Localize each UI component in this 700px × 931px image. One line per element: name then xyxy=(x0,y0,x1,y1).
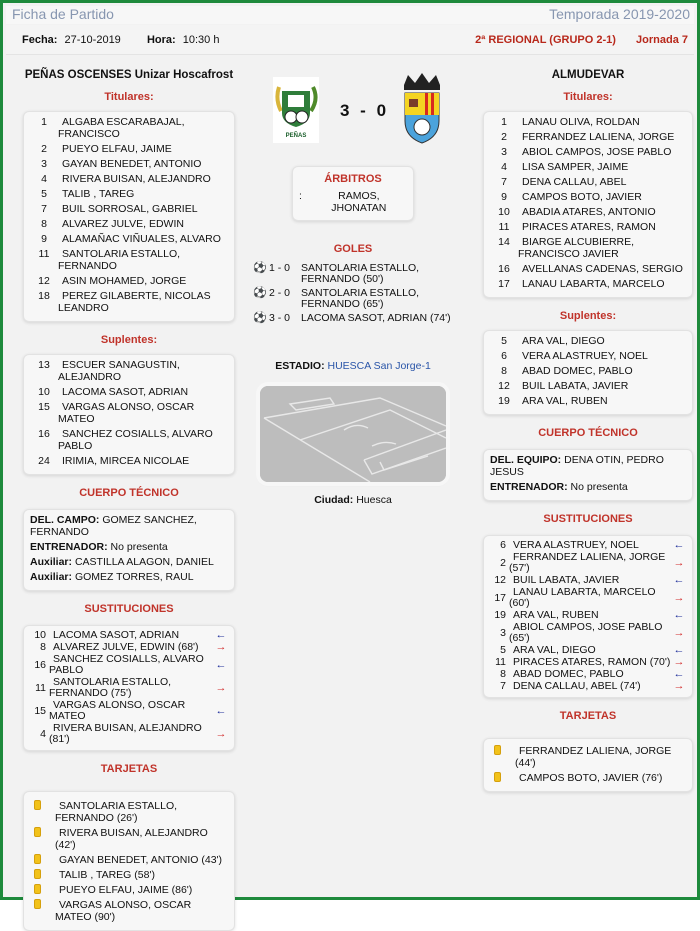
carded-player-name[interactable]: CAMPOS BOTO, JAVIER (76') xyxy=(519,772,663,784)
sub-player-name[interactable]: SANCHEZ COSIALLS, ALVARO PABLO xyxy=(49,653,204,676)
season-label: Temporada 2019-2020 xyxy=(549,6,690,22)
player-number: 4 xyxy=(41,173,47,185)
home-cards-card xyxy=(23,791,235,931)
match-center-column xyxy=(251,63,455,506)
yellow-card-icon xyxy=(34,800,41,810)
card-row[interactable] xyxy=(490,745,686,769)
card-row[interactable] xyxy=(30,800,228,824)
staff-name: No presenta xyxy=(570,481,628,493)
staff-name: DENA OTIN, PEDRO JESUS xyxy=(490,454,664,478)
player-name[interactable]: BUIL LABATA, JAVIER xyxy=(522,380,629,392)
away-team-name[interactable]: ALMUDEVAR xyxy=(551,69,625,81)
home-staff-title: CUERPO TÉCNICO xyxy=(79,487,179,499)
staff-name: GOMEZ SANCHEZ, FERNANDO xyxy=(30,514,197,538)
player-name[interactable]: GAYAN BENEDET, ANTONIO xyxy=(62,158,202,170)
player-row[interactable] xyxy=(30,116,228,140)
player-number: 2 xyxy=(501,131,507,143)
player-name[interactable]: ABADIA ATARES, ANTONIO xyxy=(522,206,656,218)
player-row[interactable] xyxy=(30,143,228,155)
staff-row xyxy=(30,514,228,538)
home-subs-card xyxy=(23,625,235,751)
player-row[interactable] xyxy=(490,263,686,275)
city-label: Ciudad: xyxy=(314,494,354,506)
sub-number: 2 xyxy=(500,556,506,569)
player-row[interactable] xyxy=(30,428,228,452)
yellow-card-icon xyxy=(34,899,41,909)
sub-player-name[interactable]: BUIL LABATA, JAVIER xyxy=(513,574,620,586)
matchday-label[interactable]: Jornada 7 xyxy=(636,34,688,46)
sub-out-arrow-icon: → xyxy=(215,641,227,653)
player-name[interactable]: ARA VAL, RUBEN xyxy=(522,395,608,407)
sub-player-name[interactable]: LANAU LABARTA, MARCELO (60') xyxy=(509,586,656,609)
goals-list xyxy=(251,263,455,324)
player-number: 24 xyxy=(38,455,50,467)
sub-number: 8 xyxy=(500,668,506,680)
sub-in-arrow-icon: ← xyxy=(673,668,685,680)
sub-player-name[interactable]: VERA ALASTRUEY, NOEL xyxy=(513,539,639,551)
sub-in-arrow-icon: ← xyxy=(673,574,685,586)
goals-title: GOLES xyxy=(333,243,373,255)
stadium-label: ESTADIO: xyxy=(275,360,325,372)
player-number: 11 xyxy=(38,248,50,260)
carded-player-name[interactable]: VARGAS ALONSO, OSCAR MATEO (90') xyxy=(55,899,192,923)
substitution-row[interactable] xyxy=(490,540,686,551)
svg-text:PEÑAS: PEÑAS xyxy=(285,133,307,139)
sub-out-arrow-icon: → xyxy=(673,626,685,639)
player-name[interactable]: PIRACES ATARES, RAMON xyxy=(522,221,656,233)
player-row[interactable] xyxy=(490,365,686,377)
home-cards-list xyxy=(30,800,228,923)
player-row[interactable] xyxy=(490,335,686,347)
page-title: Ficha de Partido xyxy=(12,6,114,22)
away-cards-title: TARJETAS xyxy=(559,710,617,722)
player-row[interactable] xyxy=(490,206,686,218)
card-row[interactable] xyxy=(30,899,228,923)
home-suplentes-card xyxy=(23,354,235,475)
player-name[interactable]: ABAD DOMEC, PABLO xyxy=(522,365,633,377)
carded-player-name[interactable]: GAYAN BENEDET, ANTONIO (43') xyxy=(59,854,223,866)
away-titulares-card xyxy=(483,111,693,298)
score-home: 3 xyxy=(339,101,350,120)
player-row[interactable] xyxy=(30,203,228,215)
referees-title: ÁRBITROS xyxy=(324,173,382,185)
player-row[interactable] xyxy=(490,116,686,128)
sub-out-arrow-icon: → xyxy=(673,556,685,569)
player-name[interactable]: SANCHEZ COSIALLS, ALVARO PABLO xyxy=(58,428,213,452)
sub-player-name[interactable]: VARGAS ALONSO, OSCAR MATEO xyxy=(49,699,186,722)
player-name[interactable]: ESCUER SANAGUSTIN, ALEJANDRO xyxy=(58,359,180,383)
player-name[interactable]: FERRANDEZ LALIENA, JORGE xyxy=(522,131,675,143)
player-row[interactable] xyxy=(490,380,686,392)
substitution-row[interactable] xyxy=(490,610,686,621)
soccer-ball-icon: ⚽ xyxy=(253,262,267,274)
referee-name: RAMOS, JHONATAN xyxy=(331,190,387,214)
staff-row xyxy=(490,481,686,493)
competition-info xyxy=(475,34,688,46)
staff-name: GOMEZ TORRES, RAUL xyxy=(74,571,194,583)
away-staff-card xyxy=(483,449,693,501)
sub-player-name[interactable]: DENA CALLAU, ABEL (74') xyxy=(513,680,641,692)
player-number: 1 xyxy=(41,116,47,128)
sub-number: 17 xyxy=(494,591,506,604)
staff-row xyxy=(30,571,228,583)
player-number: 15 xyxy=(38,401,50,413)
soccer-ball-icon: ⚽ xyxy=(253,287,267,299)
sub-out-arrow-icon: → xyxy=(215,727,227,740)
player-number: 3 xyxy=(501,146,507,158)
player-name[interactable]: SANTOLARIA ESTALLO, FERNANDO xyxy=(58,248,181,272)
sub-number: 11 xyxy=(495,656,506,668)
card-row[interactable] xyxy=(30,869,228,881)
referee-prefix: : xyxy=(299,190,302,202)
player-number: 8 xyxy=(501,365,507,377)
player-number: 12 xyxy=(38,275,50,287)
sub-number: 4 xyxy=(40,727,46,740)
goals-section xyxy=(251,243,455,324)
card-row[interactable] xyxy=(30,827,228,851)
player-row[interactable] xyxy=(490,176,686,188)
match-info-bar xyxy=(6,25,694,55)
goal-row[interactable] xyxy=(251,263,455,285)
player-number: 14 xyxy=(498,236,510,248)
substitution-row[interactable] xyxy=(30,700,228,722)
sub-number: 10 xyxy=(34,629,46,641)
yellow-card-icon xyxy=(34,869,41,879)
player-row[interactable] xyxy=(30,248,228,272)
sub-out-arrow-icon: → xyxy=(215,681,227,694)
player-row[interactable] xyxy=(490,161,686,173)
player-row[interactable] xyxy=(490,395,686,407)
staff-role: ENTRENADOR: xyxy=(490,481,568,493)
player-number: 7 xyxy=(501,176,507,188)
home-titulares-list xyxy=(30,116,228,314)
away-titulares-list xyxy=(490,116,686,290)
sub-number: 7 xyxy=(500,680,506,692)
player-row[interactable] xyxy=(30,233,228,245)
scoreline xyxy=(251,63,455,148)
sub-player-name[interactable]: FERRANDEZ LALIENA, JORGE (57') xyxy=(509,551,666,574)
sub-player-name[interactable]: LACOMA SASOT, ADRIAN xyxy=(53,629,180,641)
player-name[interactable]: VARGAS ALONSO, OSCAR MATEO xyxy=(58,401,195,425)
sub-in-arrow-icon: ← xyxy=(215,658,227,671)
time-label: Hora: xyxy=(146,34,176,46)
player-number: 5 xyxy=(501,335,507,347)
player-name[interactable]: BUIL SORROSAL, GABRIEL xyxy=(62,203,198,215)
home-titulares-card xyxy=(23,111,235,322)
player-row[interactable] xyxy=(30,386,228,398)
player-name[interactable]: PEREZ GILABERTE, NICOLAS LEANDRO xyxy=(58,290,211,314)
player-row[interactable] xyxy=(30,455,228,467)
staff-role: DEL. CAMPO: xyxy=(30,514,100,526)
player-number: 19 xyxy=(498,395,510,407)
referee-row xyxy=(299,190,407,214)
player-number: 9 xyxy=(501,191,507,203)
player-number: 6 xyxy=(501,350,507,362)
player-name[interactable]: AVELLANAS CADENAS, SERGIO xyxy=(522,263,683,275)
player-number: 4 xyxy=(501,161,507,173)
home-suplentes-title: Suplentes: xyxy=(100,334,158,346)
staff-role: Auxiliar: xyxy=(30,571,73,583)
home-cards-title: TARJETAS xyxy=(100,763,158,775)
home-suplentes-list xyxy=(30,359,228,467)
away-staff-title: CUERPO TÉCNICO xyxy=(538,427,638,439)
staff-name: No presenta xyxy=(110,541,168,553)
staff-row xyxy=(30,541,228,553)
player-name[interactable]: LACOMA SASOT, ADRIAN xyxy=(62,386,189,398)
staff-role: DEL. EQUIPO: xyxy=(490,454,562,466)
yellow-card-icon xyxy=(34,827,41,837)
home-titulares-title: Titulares: xyxy=(104,91,154,103)
player-name[interactable]: PUEYO ELFAU, JAIME xyxy=(62,143,172,155)
substitution-row[interactable] xyxy=(490,622,686,644)
carded-player-name[interactable]: TALIB , TAREG (58') xyxy=(59,869,155,881)
player-number: 9 xyxy=(41,233,47,245)
card-row[interactable] xyxy=(30,884,228,896)
sub-in-arrow-icon: ← xyxy=(673,539,685,551)
player-row[interactable] xyxy=(490,191,686,203)
sub-out-arrow-icon: → xyxy=(673,656,685,668)
carded-player-name[interactable]: RIVERA BUISAN, ALEJANDRO (42') xyxy=(55,827,208,851)
staff-row xyxy=(30,556,228,568)
away-suplentes-list xyxy=(490,335,686,407)
sub-in-arrow-icon: ← xyxy=(673,609,685,621)
away-suplentes-title: Suplentes: xyxy=(559,310,617,322)
sub-player-name[interactable]: ARA VAL, DIEGO xyxy=(513,644,596,656)
staff-row xyxy=(490,454,686,478)
player-number: 10 xyxy=(498,206,510,218)
card-row[interactable] xyxy=(490,772,686,784)
home-subs-title: SUSTITUCIONES xyxy=(84,603,174,615)
substitution-row[interactable] xyxy=(490,645,686,656)
player-row[interactable] xyxy=(490,278,686,290)
home-team-column xyxy=(23,63,235,931)
player-name[interactable]: ALAMAÑAC VIÑUALES, ALVARO xyxy=(62,233,221,245)
carded-player-name[interactable]: SANTOLARIA ESTALLO, FERNANDO (26') xyxy=(55,800,178,824)
home-team-logo[interactable] xyxy=(273,77,319,143)
substitution-row[interactable] xyxy=(490,669,686,680)
substitution-row[interactable] xyxy=(490,552,686,574)
player-name[interactable]: DENA CALLAU, ABEL xyxy=(522,176,627,188)
substitution-row[interactable] xyxy=(30,642,228,653)
sub-player-name[interactable]: SANTOLARIA ESTALLO, FERNANDO (75') xyxy=(49,676,172,699)
substitution-row[interactable] xyxy=(30,654,228,676)
away-cards-list xyxy=(490,745,686,784)
player-name[interactable]: ASIN MOHAMED, JORGE xyxy=(62,275,187,287)
goal-score: 1 - 0 xyxy=(269,262,291,274)
stadium-row xyxy=(251,360,455,372)
goal-score: 3 - 0 xyxy=(269,312,291,324)
away-team-logo[interactable] xyxy=(398,71,446,147)
home-staff-card xyxy=(23,509,235,591)
away-titulares-title: Titulares: xyxy=(563,91,613,103)
player-name[interactable]: ARA VAL, DIEGO xyxy=(522,335,605,347)
sub-player-name[interactable]: ARA VAL, RUBEN xyxy=(513,609,599,621)
date-label: Fecha: xyxy=(22,34,58,46)
player-number: 1 xyxy=(501,116,507,128)
player-row[interactable] xyxy=(30,173,228,185)
stadium-link[interactable]: HUESCA San Jorge-1 xyxy=(327,360,431,372)
player-number: 17 xyxy=(498,278,510,290)
sub-in-arrow-icon: ← xyxy=(673,644,685,656)
soccer-ball-icon: ⚽ xyxy=(253,312,267,324)
player-name[interactable]: CAMPOS BOTO, JAVIER xyxy=(522,191,642,203)
sub-number: 15 xyxy=(34,704,46,717)
staff-role: Auxiliar: xyxy=(30,556,73,568)
player-name[interactable]: LANAU LABARTA, MARCELO xyxy=(522,278,665,290)
player-row[interactable] xyxy=(490,146,686,158)
score-away: 0 xyxy=(376,101,387,120)
player-name[interactable]: IRIMIA, MIRCEA NICOLAE xyxy=(62,455,190,467)
player-name[interactable]: LISA SAMPER, JAIME xyxy=(522,161,629,173)
substitution-row[interactable] xyxy=(490,587,686,609)
player-row[interactable] xyxy=(490,131,686,143)
player-name[interactable]: ABIOL CAMPOS, JOSE PABLO xyxy=(522,146,672,158)
player-name[interactable]: ALVAREZ JULVE, EDWIN xyxy=(62,218,184,230)
away-subs-card xyxy=(483,535,693,698)
sub-number: 8 xyxy=(40,641,46,653)
player-number: 10 xyxy=(38,386,50,398)
substitution-row[interactable] xyxy=(30,630,228,641)
player-row[interactable] xyxy=(30,359,228,383)
sub-player-name[interactable]: ALVAREZ JULVE, EDWIN (68') xyxy=(53,641,199,653)
goal-scorer[interactable]: SANTOLARIA ESTALLO, FERNANDO (65') xyxy=(301,287,420,310)
player-row[interactable] xyxy=(30,158,228,170)
card-row[interactable] xyxy=(30,854,228,866)
substitution-row[interactable] xyxy=(490,681,686,692)
date-value: 27-10-2019 xyxy=(64,34,121,46)
sub-player-name[interactable]: ABIOL CAMPOS, JOSE PABLO (65') xyxy=(509,621,663,644)
player-row[interactable] xyxy=(490,221,686,233)
sub-in-arrow-icon: ← xyxy=(215,629,227,641)
away-suplentes-card xyxy=(483,330,693,415)
player-row[interactable] xyxy=(30,218,228,230)
substitution-row[interactable] xyxy=(490,575,686,586)
sub-out-arrow-icon: → xyxy=(673,591,685,604)
player-name[interactable]: BIARGE ALCUBIERRE, FRANCISCO JAVIER xyxy=(518,236,635,260)
referees-card xyxy=(292,166,414,221)
player-row[interactable] xyxy=(490,350,686,362)
player-row[interactable] xyxy=(30,188,228,200)
player-number: 3 xyxy=(41,158,47,170)
sub-number: 3 xyxy=(500,626,506,639)
sub-number: 11 xyxy=(35,681,46,694)
goal-scorer[interactable]: LACOMA SASOT, ADRIAN (74') xyxy=(301,312,451,324)
player-name[interactable]: VERA ALASTRUEY, NOEL xyxy=(522,350,648,362)
sub-player-name[interactable]: ABAD DOMEC, PABLO xyxy=(513,668,624,680)
player-number: 13 xyxy=(38,359,50,371)
time-value: 10:30 h xyxy=(182,34,220,46)
sub-number: 5 xyxy=(500,644,506,656)
stadium-image xyxy=(260,386,446,482)
substitution-row[interactable] xyxy=(30,723,228,745)
carded-player-name[interactable]: PUEYO ELFAU, JAIME (86') xyxy=(59,884,193,896)
player-row[interactable] xyxy=(490,236,686,260)
player-number: 7 xyxy=(41,203,47,215)
match-datetime xyxy=(22,34,219,46)
player-number: 2 xyxy=(41,143,47,155)
sub-number: 19 xyxy=(494,609,506,621)
sub-number: 16 xyxy=(34,658,46,671)
player-number: 5 xyxy=(41,188,47,200)
sub-number: 6 xyxy=(500,539,506,551)
yellow-card-icon xyxy=(494,745,501,755)
competition-label[interactable]: 2ª REGIONAL (GRUPO 2-1) xyxy=(475,34,616,46)
yellow-card-icon xyxy=(34,854,41,864)
sub-in-arrow-icon: ← xyxy=(215,704,227,717)
player-number: 12 xyxy=(498,380,510,392)
player-row[interactable] xyxy=(30,275,228,287)
player-number: 16 xyxy=(38,428,50,440)
goal-row[interactable] xyxy=(251,288,455,310)
away-subs-list xyxy=(490,540,686,692)
staff-name: CASTILLA ALAGON, DANIEL xyxy=(74,556,214,568)
yellow-card-icon xyxy=(34,884,41,894)
player-number: 16 xyxy=(498,263,510,275)
away-cards-card xyxy=(483,738,693,792)
goal-row[interactable] xyxy=(251,313,455,324)
player-name[interactable]: TALIB , TAREG xyxy=(62,188,135,200)
away-subs-title: SUSTITUCIONES xyxy=(543,513,633,525)
home-subs-list xyxy=(30,630,228,745)
city-row xyxy=(251,494,455,506)
sub-number: 12 xyxy=(494,574,506,586)
away-team-column xyxy=(483,63,693,792)
player-number: 11 xyxy=(498,221,510,233)
player-row[interactable] xyxy=(30,290,228,314)
city-value: Huesca xyxy=(356,494,392,506)
player-number: 8 xyxy=(41,218,47,230)
sub-player-name[interactable]: RIVERA BUISAN, ALEJANDRO (81') xyxy=(49,722,202,745)
score-display xyxy=(333,101,393,121)
player-name[interactable]: ALGABA ESCARABAJAL, FRANCISCO xyxy=(58,116,185,140)
sub-out-arrow-icon: → xyxy=(673,680,685,692)
substitution-row[interactable] xyxy=(30,677,228,699)
substitution-row[interactable] xyxy=(490,657,686,668)
player-number: 18 xyxy=(38,290,50,302)
staff-role: ENTRENADOR: xyxy=(30,541,108,553)
player-name[interactable]: RIVERA BUISAN, ALEJANDRO xyxy=(62,173,211,185)
player-name[interactable]: LANAU OLIVA, ROLDAN xyxy=(522,116,640,128)
home-team-name[interactable]: PEÑAS OSCENSES Unizar Hoscafrost xyxy=(24,69,234,81)
sub-player-name[interactable]: PIRACES ATARES, RAMON (70') xyxy=(513,656,671,668)
goal-score: 2 - 0 xyxy=(269,287,291,299)
title-bar xyxy=(6,6,694,24)
goal-scorer[interactable]: SANTOLARIA ESTALLO, FERNANDO (50') xyxy=(301,262,420,285)
player-row[interactable] xyxy=(30,401,228,425)
carded-player-name[interactable]: FERRANDEZ LALIENA, JORGE (44') xyxy=(515,745,672,769)
yellow-card-icon xyxy=(494,772,501,782)
score-separator: - xyxy=(360,101,366,120)
